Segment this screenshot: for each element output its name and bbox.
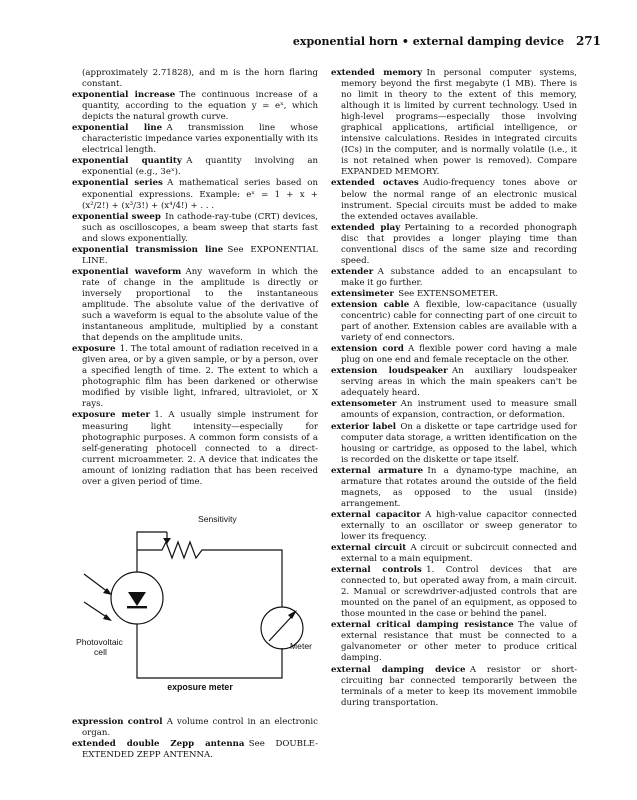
entry-term: extended octaves [331,178,419,189]
entry-definition: Any waveform in which the rate of change in the amplitude is directly or inversely proportional to the instantaneous amplitude. The absolute value of the derivative of such a waveform is equal to the absolute value of the instantaneous amplitude, multiplied by a constant that depends on the amplitude units. [82,266,318,344]
dictionary-entry [331,565,577,620]
dictionary-entry [331,344,577,366]
dictionary-entry [72,123,318,156]
right-entries [331,68,577,709]
entry-term: exponential quantity [72,156,182,167]
dictionary-entry [72,344,318,410]
dictionary-entry [72,245,318,267]
dictionary-entry [331,267,577,289]
entry-definition: A flexible power cord having a male plug on one end and female receptacle on the other. [341,344,577,366]
wire-top-right [230,550,282,607]
dictionary-entry [331,399,577,421]
entry-definition: An instrument used to measure small amounts of expansion, contraction, or deformation. [341,399,577,421]
entry-term: extended double Zepp antenna [72,738,245,749]
wiper-head [163,538,171,544]
entry-definition: A high-value capacitor connected externally to an oscillator or sweep generator to lower its frequency. [341,509,578,542]
label-photovoltaic: Photovoltaic [76,636,123,647]
entry-term: expression control [72,716,163,727]
entry-term: extension cable [331,299,410,310]
dictionary-entry [331,68,577,178]
entry-definition: Audio-frequency tones above or below the normal range of an electronic musical instrument. Special circuits must be added to make the extended octaves available. [341,178,577,222]
light-ray-1 [84,574,108,592]
dictionary-entry [331,510,577,543]
dictionary-entry [72,156,318,178]
entry-term: exposure meter [72,410,151,421]
label-cell: cell [94,646,107,657]
dictionary-entry [72,178,318,211]
entry-definition: A transmission line whose characteristic impedance varies exponentially with its electrical length. [82,123,319,156]
entry-term: exterior label [331,421,397,432]
entry-term: external damping device [331,664,466,675]
entry-definition: In personal computer systems, memory beyond the first megabyte (1 MB). There is no limit in theory to the extent of this memory, although it is limited by current technology. Used in high-level programs—especially those involving graphical applications, artificial intelligence, or intensive calculations. Resides in integrated circuits (ICs) in the computer, and is normally volatile (i.e., it is not retained when power is removed). Compare EXPANDED MEMORY. [341,68,577,178]
entry-term: exponential sweep [72,211,161,222]
entry-definition: See EXPONENTIAL LINE. [82,244,318,266]
dictionary-entry [331,366,577,399]
dictionary-entry [331,223,577,267]
wire-left-top [137,532,167,550]
entry-term: extender [331,266,374,277]
left-column [72,68,318,761]
exposure-meter-figure [72,502,318,680]
continuation-text: (approximately 2.71828), and m is the horn flaring constant. [82,68,318,90]
dictionary-entry [72,717,318,739]
entry-term: exposure [72,344,116,355]
entry-term: external controls [331,565,422,576]
entry-definition: The continuous increase of a quantity, according to the equation y = eˣ, which depicts the natural growth curve. [82,90,318,123]
dictionary-entry [331,178,577,222]
entry-definition: A volume control in an electronic organ. [82,716,318,738]
label-meter: Meter [290,640,312,651]
entry-term: external capacitor [331,509,421,520]
entry-definition: 1. A usually simple instrument for measuring light intensity—especially for photographic purposes. A common form consists of a self-generating photocell connected to a direct-current microammeter. 2. A device that indicates the amount of ionizing radiation that has been received over a given period of time. [82,410,319,487]
figure-caption: exposure meter [167,681,233,692]
right-column [331,68,577,709]
wire-right-bottom [137,640,282,678]
dictionary-entry [331,665,577,709]
entry-term: exponential increase [72,90,176,101]
entry-term: exponential series [72,178,163,189]
entry-term: exponential transmission line [72,244,224,255]
entry-definition: A resistor or short-circuiting bar connected temporarily between the terminals of a meter to keep its movement immobile during transportation. [341,664,577,708]
running-head-text: exponential horn • external damping device [292,35,565,48]
dictionary-entry [331,422,577,466]
page-number: 271 [575,34,601,48]
entry-term: extension cord [331,344,404,355]
meter-needle-head [288,610,297,619]
dictionary-entry [72,90,318,123]
entry-definition: The value of external resistance that must be connected to a galvanometer or other meter to produce critical damping. [341,620,577,664]
circuit-diagram [72,502,318,680]
dictionary-entry [331,289,577,300]
entry-definition: In cathode-ray-tube (CRT) devices, such as oscilloscopes, a beam sweep that starts fast and slows exponentially. [82,211,318,244]
entry-term: exponential waveform [72,266,182,277]
entry-definition: 1. Control devices that are connected to, but operated away from, a main circuit. 2. Manual or screwdriver-adjusted controls that are mounted on the panel of an equipment, as opposed to those mounted in the case or behind the panel. [341,565,577,620]
dictionary-entry [331,543,577,565]
entry-definition: On a diskette or tape cartridge used for computer data storage, a written identification on the housing or cartridge, as opposed to the label, which is recorded on the diskette or tape itself. [341,421,577,465]
entry-definition: See EXTENSOMETER. [398,288,499,299]
dictionary-entry [72,267,318,344]
left-entries-top [72,90,318,488]
dictionary-entry [72,410,318,487]
meter-needle [269,614,294,641]
dictionary-entry [72,739,318,761]
dictionary-entry [72,212,318,245]
entry-term: external circuit [331,543,407,554]
entry-term: extensometer [331,399,397,410]
entry-term: extensimeter [331,288,394,299]
light-ray-2 [84,602,108,618]
entry-term: extension loudspeaker [331,366,448,377]
entry-definition: Pertaining to a recorded phonograph disc that provides a longer playing time than conventional discs of the same size and recording speed. [341,222,577,266]
dictionary-entry [331,466,577,510]
resistor [137,542,230,558]
entry-term: extended memory [331,68,423,78]
label-sensitivity: Sensitivity [198,513,237,524]
dictionary-entry [331,300,577,344]
left-entries-bottom [72,717,318,761]
entry-term: exponential line [72,123,163,134]
entry-term: extended play [331,222,401,233]
diode-symbol [128,592,146,606]
entry-definition: 1. The total amount of radiation received in a given area, or by a given sample, or by a person, over a specified length of time. 2. The extent to which a photographic film has been darkened or otherwise modified by visible light, infrared, ultraviolet, or X rays. [82,344,318,410]
entry-definition: A mathematical series based on exponential expressions. Example: eˣ = 1 + x + (x²/2!) + (x³/3!) + (x⁴/4!) + . . . [82,178,318,211]
running-header [293,34,601,48]
entry-definition: See DOUBLE-EXTENDED ZEPP ANTENNA. [82,738,319,760]
entry-term: external armature [331,465,424,476]
entry-definition: A quantity involving an exponential (e.g., 3eˣ). [82,156,318,178]
entry-definition: In a dynamo-type machine, an armature that rotates around the outside of the field magnets, as opposed to the usual (inside) arrangement. [341,465,577,509]
entry-definition: A substance added to an encapsulant to make it go further. [341,266,577,288]
entry-term: external critical damping resistance [331,620,514,631]
entry-definition: A circuit or subcircuit connected and external to a main equipment. [341,543,578,565]
dictionary-entry [331,620,577,664]
entry-definition: An auxiliary loudspeaker serving areas in which the main speakers can't be adequately heard. [341,366,577,399]
entry-definition: A flexible, low-capacitance (usually concentric) cable for connecting part of one circuit to part of another. Extension cables are available with a variety of end connectors. [341,299,577,344]
